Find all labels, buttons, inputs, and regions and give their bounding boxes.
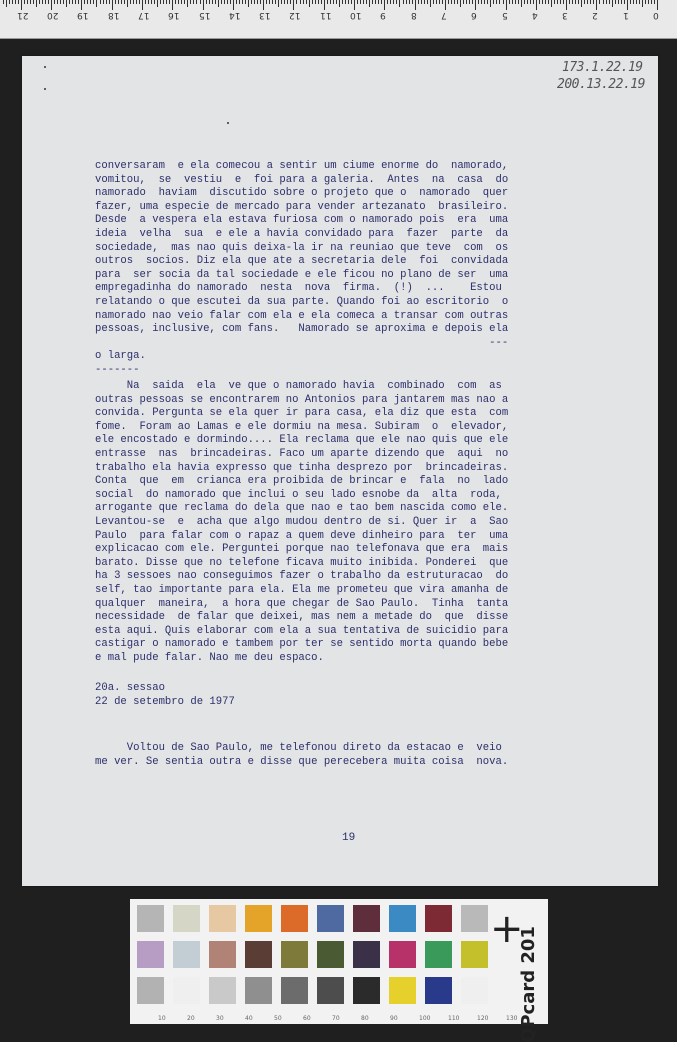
ruler-number: 1: [622, 10, 629, 20]
ruler-tick: [66, 0, 67, 7]
ruler-tick: [484, 0, 485, 4]
ruler-tick: [230, 0, 231, 4]
ruler-tick: [209, 0, 210, 4]
card-scale-label: 50: [274, 1015, 282, 1022]
ruler-tick: [657, 0, 658, 10]
ruler-tick: [357, 0, 358, 4]
ruler-tick: [303, 0, 304, 4]
card-scale: [130, 1010, 548, 1024]
ruler-tick: [636, 0, 637, 4]
card-scale-label: 130: [506, 1015, 518, 1022]
ruler-tick: [287, 0, 288, 4]
ruler-tick: [96, 0, 97, 7]
color-calibration-card: [130, 899, 548, 1042]
ruler-tick: [606, 0, 607, 4]
ruler-tick: [345, 0, 346, 4]
color-swatch: [245, 941, 272, 968]
color-swatch: [173, 905, 200, 932]
ruler-tick: [15, 0, 16, 4]
ruler-tick: [654, 0, 655, 4]
ruler-tick: [442, 0, 443, 4]
ruler-tick: [157, 0, 158, 7]
paper-speck: [44, 66, 46, 68]
color-swatch: [425, 905, 452, 932]
ruler-tick: [312, 0, 313, 4]
ruler-tick: [69, 0, 70, 4]
ruler-tick: [451, 0, 452, 4]
ruler-tick: [300, 0, 301, 4]
ruler-tick: [527, 0, 528, 4]
ruler-tick: [181, 0, 182, 4]
ruler-tick: [354, 0, 355, 10]
ruler-number: 7: [440, 10, 447, 20]
color-swatch: [173, 941, 200, 968]
ruler-tick: [136, 0, 137, 4]
color-swatch: [245, 977, 272, 1004]
ruler-tick: [103, 0, 104, 4]
ruler-tick: [621, 0, 622, 4]
color-swatch: [425, 977, 452, 1004]
ruler-tick: [342, 0, 343, 4]
ruler-tick: [415, 0, 416, 10]
ruler-number: 2: [592, 10, 599, 20]
ruler-tick: [560, 0, 561, 4]
ruler-tick: [121, 0, 122, 4]
color-swatch: [137, 905, 164, 932]
ruler-tick: [281, 0, 282, 4]
ruler-tick: [106, 0, 107, 4]
ruler-tick: [627, 0, 628, 10]
color-swatch: [209, 977, 236, 1004]
ruler-tick: [596, 0, 597, 10]
ruler-tick: [593, 0, 594, 4]
ruler-tick: [536, 0, 537, 10]
ruler-tick: [306, 0, 307, 4]
ruler-tick: [93, 0, 94, 4]
ruler-number: 11: [319, 10, 332, 20]
ruler-tick: [236, 0, 237, 4]
ruler-number: 17: [137, 10, 150, 20]
ruler-tick: [433, 0, 434, 4]
ruler-tick: [566, 0, 567, 10]
ruler-tick: [530, 0, 531, 4]
ruler-tick: [381, 0, 382, 4]
ruler-tick: [612, 0, 613, 7]
ruler-tick: [178, 0, 179, 4]
ruler-tick: [130, 0, 131, 4]
ruler-tick: [327, 0, 328, 4]
ruler-tick: [215, 0, 216, 4]
ruler-number: 10: [350, 10, 362, 20]
ruler-tick: [521, 0, 522, 7]
ruler-tick: [618, 0, 619, 4]
ruler: [0, 0, 677, 39]
color-swatch: [461, 905, 488, 932]
page-number: 19: [342, 832, 356, 844]
ruler-tick: [487, 0, 488, 4]
ruler-number: 6: [471, 10, 477, 20]
ruler-number: 8: [410, 10, 417, 20]
ruler-tick: [293, 0, 294, 10]
color-swatch: [281, 941, 308, 968]
ruler-tick: [575, 0, 576, 4]
ruler-tick: [169, 0, 170, 4]
ruler-tick: [427, 0, 428, 4]
ruler-tick: [599, 0, 600, 4]
color-swatch: [281, 977, 308, 1004]
color-swatch: [209, 941, 236, 968]
ruler-tick: [278, 0, 279, 7]
ruler-tick: [72, 0, 73, 4]
ruler-tick: [190, 0, 191, 4]
ruler-tick: [545, 0, 546, 4]
ruler-tick: [87, 0, 88, 4]
ruler-tick: [648, 0, 649, 4]
color-swatch: [353, 905, 380, 932]
ruler-tick: [239, 0, 240, 4]
color-swatch: [317, 905, 344, 932]
ruler-tick: [27, 0, 28, 4]
ruler-tick: [248, 0, 249, 7]
card-scale-label: 20: [187, 1015, 195, 1022]
paragraph-2: Na saida ela ve que o namorado havia combinado com as outras pessoas se encontrarem no Antonios para jantarem mas nao a convida. Pergunta se ela quer ir para casa, ela diz que esta com fome. Foram ao Lamas e ele dormiu na mesa. Subiram o elevador, ele encostado e dormindo.... Ela reclama que ele nao quis que ele entrasse nas brincadeiras. Faco um aparte dizendo que aqui no trabalho ela havia expresso que tinha desprezo por brincadeiras. Conta que em crianca era proibida de brincar e fala no lado social do namorado que inclui o seu lado esnobe da alta roda, arrogante que reclama do dela que nao e tao bem nascida como ele. Levantou-se e acha que algo mudou dentro de si. Quer ir a Sao Paulo para falar com o rapaz a quem deve dinheiro para ter uma explicacao com ele. Perguntei porque nao telefonava que era mais barato. Disse que no telefone ficava muito inibida. Ponderei que ha 3 sessoes nao conseguimos fazer o trabalho da estruturacao do self, tao importante para ela. Ela me prometeu que vira amanha de qualquer maneira, a hora que chegar de Sao Paulo. Tinha tanta necessidade de falar que deixei, mas nem a metade do que disse esta aqui. Quis elaborar com ela a sua tentativa de suicidio para castigar o namorado e tambem por ter se sentido morta quando bebe e mal pude falar. Nao me deu espaco.: [95, 380, 509, 664]
ruler-tick: [284, 0, 285, 4]
ruler-tick: [506, 0, 507, 10]
ruler-tick: [245, 0, 246, 4]
ruler-number: 9: [380, 10, 387, 20]
ruler-tick: [430, 0, 431, 7]
color-swatch: [137, 941, 164, 968]
ruler-tick: [554, 0, 555, 4]
ruler-tick: [142, 0, 143, 10]
ruler-tick: [524, 0, 525, 4]
ruler-tick: [609, 0, 610, 4]
ruler-tick: [196, 0, 197, 4]
ruler-tick: [139, 0, 140, 4]
card-scale-label: 110: [448, 1015, 460, 1022]
ruler-tick: [478, 0, 479, 4]
ruler-tick: [163, 0, 164, 4]
ruler-tick: [503, 0, 504, 4]
ruler-tick: [251, 0, 252, 4]
ruler-tick: [3, 0, 4, 4]
ruler-tick: [84, 0, 85, 4]
ruler-tick: [145, 0, 146, 4]
card-scale-label: 90: [390, 1015, 398, 1022]
ruler-tick: [63, 0, 64, 4]
session-heading: 20a. sessao 22 de setembro de 1977: [95, 682, 235, 708]
ruler-tick: [175, 0, 176, 4]
ruler-tick: [581, 0, 582, 7]
ruler-tick: [318, 0, 319, 4]
ruler-tick: [90, 0, 91, 4]
ruler-tick: [403, 0, 404, 4]
ruler-tick: [460, 0, 461, 7]
color-swatch: [389, 941, 416, 968]
ruler-tick: [39, 0, 40, 4]
ruler-tick: [475, 0, 476, 10]
ruler-tick: [309, 0, 310, 7]
paragraph-1: conversaram e ela comecou a sentir um ciume enorme do namorado, vomitou, se vestiu e foi para a galeria. Antes na casa do namorado haviam discutido sobre o projeto que o namorado quer fazer, uma especie de mercado para vender artezanato brasileiro. Desde a vespera ela estava furiosa com o namorado pois era uma ideia velha sua e ele a havia convidado para fazer parte da sociedade, mas nao quis deixa-la ir na reuniao que teve com os outros socios. Diz ela que ate a secretaria dele foi convidada para ser socia da tal sociedade e ele ficou no plano de ser uma empregadinha do namorado nesta nova firma. (!) ... Estou relatando o que escutei da sua parte. Quando foi ao escritorio o namorado nao veio falar com ela e ela comeca a transar com outras pessoas, inclusive, com fans. Namorado se aproxima e depois ela --- o larga. -------: [95, 160, 509, 376]
ruler-tick: [642, 0, 643, 7]
ruler-tick: [115, 0, 116, 4]
ruler-tick: [193, 0, 194, 4]
ruler-tick: [624, 0, 625, 4]
ruler-tick: [436, 0, 437, 4]
ruler-tick: [206, 0, 207, 4]
paper-speck: [44, 88, 46, 90]
ruler-tick: [81, 0, 82, 10]
ruler-tick: [6, 0, 7, 7]
ruler-tick: [12, 0, 13, 4]
ruler-tick: [493, 0, 494, 4]
ruler-tick: [481, 0, 482, 4]
ruler-tick: [603, 0, 604, 4]
ruler-tick: [51, 0, 52, 10]
color-swatch: [461, 977, 488, 1004]
ruler-tick: [348, 0, 349, 4]
ruler-tick: [351, 0, 352, 4]
ruler-tick: [509, 0, 510, 4]
ruler-number: 15: [198, 10, 210, 20]
ruler-tick: [515, 0, 516, 4]
ruler-tick: [148, 0, 149, 4]
ruler-tick: [242, 0, 243, 4]
ruler-tick: [569, 0, 570, 4]
ruler-tick: [390, 0, 391, 4]
ruler-tick: [439, 0, 440, 4]
ruler-tick: [296, 0, 297, 4]
ruler-tick: [499, 0, 500, 4]
ruler-tick: [463, 0, 464, 4]
ruler-tick: [227, 0, 228, 4]
ruler-number: 13: [259, 10, 271, 20]
ruler-number: 20: [47, 10, 59, 20]
paper-speck: [227, 122, 229, 124]
ruler-tick: [633, 0, 634, 4]
ruler-tick: [257, 0, 258, 4]
ruler-number: 4: [531, 10, 538, 20]
ruler-tick: [269, 0, 270, 4]
ruler-tick: [396, 0, 397, 4]
ruler-tick: [384, 0, 385, 10]
ruler-tick: [378, 0, 379, 4]
ruler-tick: [21, 0, 22, 10]
archive-id-line-2: 200.13.22.19: [557, 77, 645, 92]
ruler-tick: [406, 0, 407, 4]
ruler-tick: [42, 0, 43, 4]
ruler-number: 3: [562, 10, 568, 20]
card-scale-label: 10: [158, 1015, 166, 1022]
color-swatch: [317, 941, 344, 968]
ruler-tick: [272, 0, 273, 4]
color-swatch: [209, 905, 236, 932]
ruler-tick: [224, 0, 225, 4]
ruler-tick: [418, 0, 419, 4]
ruler-tick: [151, 0, 152, 4]
ruler-tick: [57, 0, 58, 4]
color-swatch: [353, 941, 380, 968]
ruler-tick: [127, 0, 128, 7]
ruler-tick: [533, 0, 534, 4]
ruler-tick: [260, 0, 261, 4]
ruler-tick: [330, 0, 331, 4]
card-scale-label: 120: [477, 1015, 489, 1022]
ruler-tick: [454, 0, 455, 4]
ruler-tick: [333, 0, 334, 4]
ruler-tick: [75, 0, 76, 4]
archive-id-line-1: 173.1.22.19: [562, 60, 643, 75]
ruler-tick: [590, 0, 591, 4]
ruler-number: 12: [289, 10, 301, 20]
ruler-tick: [393, 0, 394, 4]
color-swatch: [281, 905, 308, 932]
card-scale-label: 60: [303, 1015, 311, 1022]
ruler-tick: [630, 0, 631, 4]
ruler-tick: [387, 0, 388, 4]
ruler-tick: [457, 0, 458, 4]
ruler-tick: [372, 0, 373, 4]
card-scale-label: 70: [332, 1015, 340, 1022]
ruler-number: 21: [16, 10, 29, 20]
card-scale-label: 40: [245, 1015, 253, 1022]
ruler-tick: [24, 0, 25, 4]
ruler-tick: [615, 0, 616, 4]
ruler-tick: [421, 0, 422, 4]
color-swatch: [245, 905, 272, 932]
ruler-tick: [563, 0, 564, 4]
ruler-tick: [409, 0, 410, 4]
color-swatch: [317, 977, 344, 1004]
ruler-tick: [218, 0, 219, 7]
ruler-tick: [118, 0, 119, 4]
ruler-tick: [399, 0, 400, 7]
ruler-tick: [584, 0, 585, 4]
ruler-tick: [572, 0, 573, 4]
ruler-tick: [412, 0, 413, 4]
ruler-tick: [172, 0, 173, 10]
ruler-tick: [33, 0, 34, 4]
ruler-tick: [48, 0, 49, 4]
ruler-tick: [518, 0, 519, 4]
color-swatch: [353, 977, 380, 1004]
ruler-tick: [275, 0, 276, 4]
ruler-tick: [490, 0, 491, 7]
ruler-tick: [45, 0, 46, 4]
ruler-tick: [203, 0, 204, 10]
ruler-tick: [30, 0, 31, 4]
ruler-tick: [187, 0, 188, 7]
ruler-tick: [469, 0, 470, 4]
ruler-tick: [266, 0, 267, 4]
crosshair-icon: +: [490, 906, 524, 952]
ruler-tick: [651, 0, 652, 4]
ruler-tick: [100, 0, 101, 4]
card-scale-label: 100: [419, 1015, 431, 1022]
ruler-tick: [645, 0, 646, 4]
ruler-tick: [54, 0, 55, 4]
ruler-number: 14: [228, 10, 241, 20]
ruler-tick: [124, 0, 125, 4]
ruler-tick: [363, 0, 364, 4]
card-scale-label: 30: [216, 1015, 224, 1022]
card-scale-label: 80: [361, 1015, 369, 1022]
ruler-tick: [639, 0, 640, 4]
ruler-tick: [263, 0, 264, 10]
ruler-tick: [321, 0, 322, 4]
ruler-tick: [366, 0, 367, 4]
document-page: [22, 56, 658, 886]
ruler-tick: [254, 0, 255, 4]
ruler-tick: [472, 0, 473, 4]
ruler-tick: [539, 0, 540, 4]
ruler-tick: [369, 0, 370, 7]
ruler-tick: [200, 0, 201, 4]
ruler-tick: [548, 0, 549, 4]
ruler-tick: [221, 0, 222, 4]
ruler-number: 0: [653, 10, 659, 20]
ruler-tick: [290, 0, 291, 4]
color-swatch: [389, 977, 416, 1004]
ruler-tick: [551, 0, 552, 7]
ruler-tick: [315, 0, 316, 4]
ruler-tick: [587, 0, 588, 4]
ruler-tick: [424, 0, 425, 4]
ruler-tick: [78, 0, 79, 4]
ruler-tick: [445, 0, 446, 10]
ruler-tick: [233, 0, 234, 10]
color-swatch: [137, 977, 164, 1004]
ruler-tick: [339, 0, 340, 7]
ruler-tick: [133, 0, 134, 4]
ruler-tick: [578, 0, 579, 4]
ruler-tick: [448, 0, 449, 4]
ruler-tick: [496, 0, 497, 4]
color-swatch: [461, 941, 488, 968]
ruler-tick: [466, 0, 467, 4]
color-swatch: [173, 977, 200, 1004]
ruler-tick: [360, 0, 361, 4]
ruler-number: 5: [501, 10, 508, 20]
ruler-tick: [9, 0, 10, 4]
ruler-tick: [375, 0, 376, 4]
ruler-tick: [160, 0, 161, 4]
color-swatch: [425, 941, 452, 968]
ruler-number: 18: [107, 10, 120, 20]
paragraph-3: Voltou de Sao Paulo, me telefonou direto da estacao e veio me ver. Se sentia outra e disse que perecebera muita coisa nova.: [95, 742, 509, 768]
ruler-tick: [512, 0, 513, 4]
ruler-tick: [557, 0, 558, 4]
card-brand-text: QPcard 201: [517, 925, 539, 1042]
ruler-tick: [18, 0, 19, 4]
ruler-tick: [154, 0, 155, 4]
ruler-tick: [336, 0, 337, 4]
ruler-number: 16: [168, 10, 180, 20]
ruler-tick: [109, 0, 110, 4]
ruler-tick: [542, 0, 543, 4]
ruler-tick: [36, 0, 37, 7]
ruler-tick: [212, 0, 213, 4]
color-swatch: [389, 905, 416, 932]
ruler-tick: [112, 0, 113, 10]
ruler-tick: [60, 0, 61, 4]
ruler-tick: [184, 0, 185, 4]
ruler-tick: [324, 0, 325, 10]
ruler-number: 19: [77, 10, 89, 20]
ruler-tick: [166, 0, 167, 4]
